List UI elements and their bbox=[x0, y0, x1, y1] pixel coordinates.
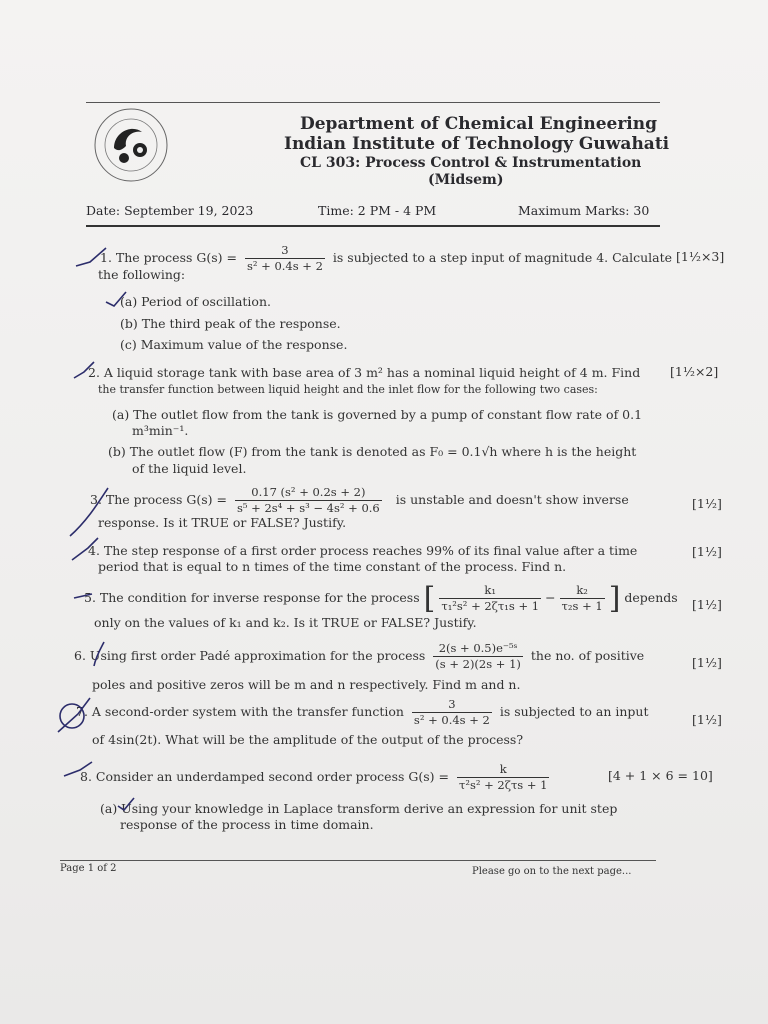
q8-part-a-line2: response of the process in time domain. bbox=[120, 817, 374, 832]
q8-tick-icon bbox=[64, 762, 92, 776]
q6-fraction: $\frac{\text{2(s + 0.5)e⁻⁵ˢ}}{(s + 2)(2s + 1)}$ bbox=[435, 641, 521, 671]
q5-dash-icon bbox=[74, 594, 92, 598]
question-4-line2: period that is equal to n times of the time constant of the process. Find n. bbox=[98, 559, 567, 574]
question-3-marks: [1½] bbox=[692, 496, 722, 511]
q5-fraction-2: $\frac{\text{k₂}}{\text{τ₂s + 1}}$ bbox=[561, 583, 603, 613]
q8a-tick-icon bbox=[118, 798, 134, 810]
page-number: Page 1 of 2 bbox=[60, 863, 117, 874]
q1-tick-icon bbox=[76, 248, 106, 266]
question-6-line2: poles and positive zeros will be m and n respectively. Find m and n. bbox=[92, 677, 521, 692]
q2-part-a-line1: (a) The outlet flow from the tank is governed by a pump of constant flow rate of 0.1 bbox=[112, 407, 643, 422]
question-7: 7. A second-order system with the transfer function $\frac{3}{\text{s² + 0.4s + 2}}$ is subjected to an input bbox=[76, 697, 649, 727]
exam-type: (Midsem) bbox=[428, 172, 504, 188]
q2-part-b-line2: of the liquid level. bbox=[132, 461, 247, 476]
q1a-tick-icon bbox=[106, 292, 126, 306]
q8-fraction: $\frac{k}{\text{τ²s² + 2ζτs + 1}}$ bbox=[458, 762, 548, 792]
exam-time: Time: 2 PM - 4 PM bbox=[318, 203, 437, 218]
question-7-marks: [1½] bbox=[692, 712, 722, 727]
q1-part-b: (b) The third peak of the response. bbox=[120, 316, 341, 331]
department-name: Department of Chemical Engineering bbox=[300, 114, 657, 134]
q1-part-c: (c) Maximum value of the response. bbox=[120, 337, 348, 352]
q7-circle-icon bbox=[60, 704, 84, 728]
exam-date: Date: September 19, 2023 bbox=[86, 203, 254, 218]
question-3-line2: response. Is it TRUE or FALSE? Justify. bbox=[98, 515, 347, 530]
question-2-line2: the transfer function between liquid height and the inlet flow for the following two cases: bbox=[98, 383, 598, 396]
next-page-note: Please go on to the next page... bbox=[472, 866, 632, 877]
q2-part-b-line1: (b) The outlet flow (F) from the tank is denoted as F₀ = 0.1√h where h is the height bbox=[108, 444, 637, 459]
max-marks: Maximum Marks: 30 bbox=[518, 203, 650, 218]
question-5: 5. The condition for inverse response for the process [ $\frac{\text{k₁}}{\text{τ₁²s² + 2ζτ₁s + 1}}$ − $\frac{\text{k₂}}{\text{τ₂s + 1}}$ ] depends bbox=[84, 581, 678, 616]
question-6: 6. Using first order Padé approximation for the process $\frac{\text{2(s + 0.5)e⁻⁵ˢ}}{(s + 2)(2s + 1)}$ the no. of positive bbox=[74, 641, 645, 671]
question-5-line2: only on the values of k₁ and k₂. Is it TRUE or FALSE? Justify. bbox=[94, 615, 477, 630]
q2-tick-icon bbox=[74, 362, 94, 378]
question-6-marks: [1½] bbox=[692, 655, 722, 670]
q5-fraction-1: $\frac{\text{k₁}}{\text{τ₁²s² + 2ζτ₁s + 1}}$ bbox=[441, 583, 540, 613]
q4-tick-icon bbox=[72, 538, 98, 560]
question-3: 3. The process G(s) = $\frac{\text{0.17 (s² + 0.2s + 2)}}{\text{s⁵ + 2s⁴ + s³ − 4s² + 0.6}}$ is unstable and doesn't show inverse bbox=[90, 485, 629, 515]
question-2: 2. A liquid storage tank with base area of 3 m² has a nominal liquid height of 4 m. Find bbox=[88, 365, 641, 380]
question-1-line2: the following: bbox=[98, 267, 186, 282]
q1-part-a: (a) Period of oscillation. bbox=[120, 294, 271, 309]
question-8: 8. Consider an underdamped second order process G(s) = $\frac{k}{\text{τ²s² + 2ζτs + 1}}$ bbox=[80, 762, 548, 792]
q7-fraction: $\frac{3}{\text{s² + 0.4s + 2}}$ bbox=[413, 697, 490, 727]
question-1: 1. The process G(s) = $\frac{3}{\text{s² + 0.4s + 2}}$ is subjected to a step input of magnitude 4. Calculate bbox=[100, 243, 673, 273]
institute-name: Indian Institute of Technology Guwahati bbox=[284, 134, 670, 154]
q8-part-a-line1: (a) Using your knowledge in Laplace transform derive an expression for unit step bbox=[100, 801, 618, 816]
q3-fraction: $\frac{\text{0.17 (s² + 0.2s + 2)}}{\text{s⁵ + 2s⁴ + s³ − 4s² + 0.6}}$ bbox=[236, 485, 380, 515]
question-1-marks: [1½×3] bbox=[676, 249, 725, 264]
q6-stroke-icon bbox=[94, 642, 104, 666]
question-4-marks: [1½] bbox=[692, 544, 722, 559]
question-7-line2: of 4sin(2t). What will be the amplitude of the output of the process? bbox=[92, 732, 524, 747]
question-4: 4. The step response of a first order process reaches 99% of its final value after a time bbox=[88, 543, 638, 558]
course-title: CL 303: Process Control & Instrumentation bbox=[300, 155, 642, 171]
q7-tick-icon bbox=[58, 698, 90, 732]
q1-fraction: $\frac{3}{\text{s² + 0.4s + 2}}$ bbox=[246, 243, 323, 273]
q2-part-a-line2: m³min⁻¹. bbox=[132, 423, 189, 438]
q3-tick-icon bbox=[70, 488, 108, 536]
question-2-marks: [1½×2] bbox=[670, 364, 719, 379]
question-8-marks: [4 + 1 × 6 = 10] bbox=[608, 768, 713, 783]
question-5-marks: [1½] bbox=[692, 597, 722, 612]
